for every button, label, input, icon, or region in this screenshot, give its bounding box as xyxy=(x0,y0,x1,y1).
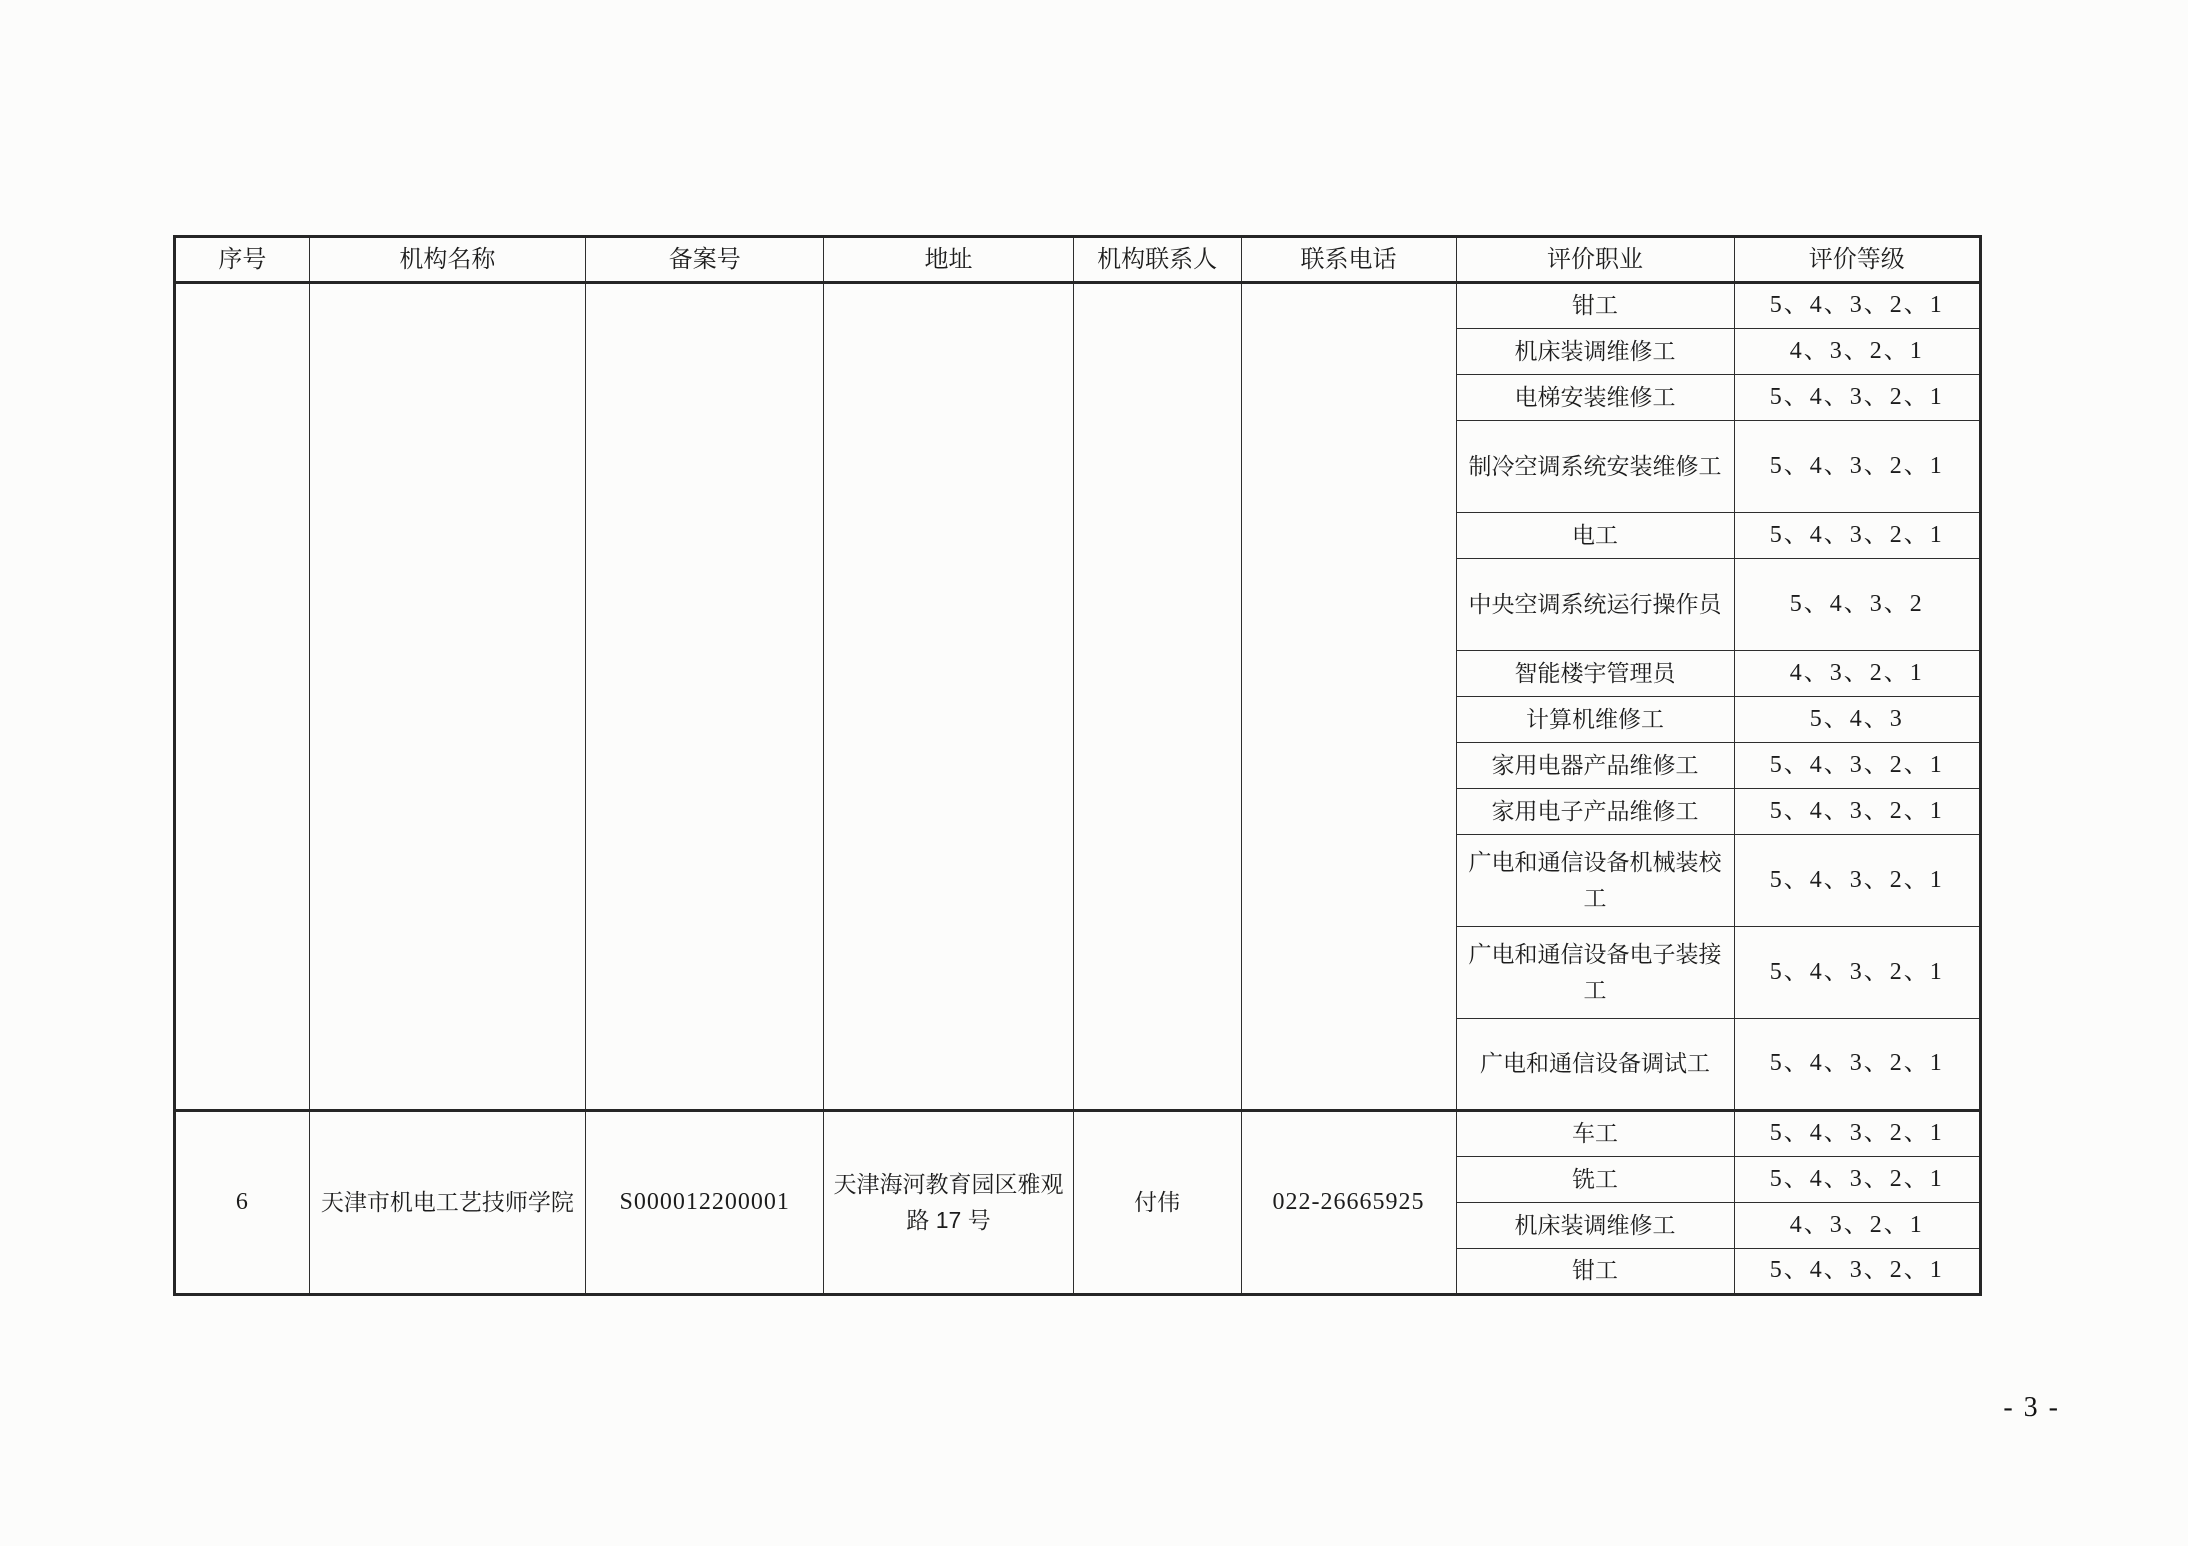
job-cell: 中央空调系统运行操作员 xyxy=(1456,559,1734,651)
header-cell-6: 评价职业 xyxy=(1456,237,1734,283)
table-body xyxy=(175,283,1981,1295)
table-row xyxy=(175,1111,1981,1157)
header-cell-1: 机构名称 xyxy=(309,237,585,283)
levels-cell: 5、4、3、2、1 xyxy=(1734,1019,1980,1111)
record-no-cell xyxy=(586,283,824,1111)
phone-cell xyxy=(1241,283,1456,1111)
job-cell: 广电和通信设备机械装校工 xyxy=(1456,835,1734,927)
levels-cell: 5、4、3、2、1 xyxy=(1734,421,1980,513)
seq-cell: 6 xyxy=(175,1111,310,1295)
address-cell: 天津海河教育园区雅观路 17 号 xyxy=(824,1111,1073,1295)
header-cell-3: 地址 xyxy=(824,237,1073,283)
record-no-cell: S000012200001 xyxy=(586,1111,824,1295)
table-row xyxy=(175,283,1981,329)
levels-cell: 5、4、3、2、1 xyxy=(1734,1157,1980,1203)
seq-cell xyxy=(175,283,310,1111)
header-cell-0: 序号 xyxy=(175,237,310,283)
job-cell: 智能楼宇管理员 xyxy=(1456,651,1734,697)
job-cell: 机床装调维修工 xyxy=(1456,1203,1734,1249)
levels-cell: 5、4、3 xyxy=(1734,697,1980,743)
levels-cell: 4、3、2、1 xyxy=(1734,329,1980,375)
contact-cell: 付伟 xyxy=(1073,1111,1241,1295)
table-header xyxy=(175,237,1981,283)
levels-cell: 5、4、3、2、1 xyxy=(1734,1249,1980,1295)
job-cell: 钳工 xyxy=(1456,1249,1734,1295)
phone-cell: 022-26665925 xyxy=(1241,1111,1456,1295)
job-cell: 电梯安装维修工 xyxy=(1456,375,1734,421)
job-cell: 电工 xyxy=(1456,513,1734,559)
job-cell: 制冷空调系统安装维修工 xyxy=(1456,421,1734,513)
levels-cell: 5、4、3、2、1 xyxy=(1734,513,1980,559)
name-cell xyxy=(309,283,585,1111)
levels-cell: 5、4、3、2 xyxy=(1734,559,1980,651)
header-cell-5: 联系电话 xyxy=(1241,237,1456,283)
levels-cell: 5、4、3、2、1 xyxy=(1734,1111,1980,1157)
levels-cell: 5、4、3、2、1 xyxy=(1734,789,1980,835)
table-header-row xyxy=(175,237,1981,283)
job-cell: 车工 xyxy=(1456,1111,1734,1157)
page-number: - 3 - xyxy=(2003,1392,2060,1423)
header-cell-7: 评价等级 xyxy=(1734,237,1980,283)
job-cell: 机床装调维修工 xyxy=(1456,329,1734,375)
job-cell: 钳工 xyxy=(1456,283,1734,329)
levels-cell: 4、3、2、1 xyxy=(1734,1203,1980,1249)
evaluation-institutions-table xyxy=(173,235,1982,1296)
name-cell: 天津市机电工艺技师学院 xyxy=(309,1111,585,1295)
job-cell: 广电和通信设备电子装接工 xyxy=(1456,927,1734,1019)
job-cell: 家用电器产品维修工 xyxy=(1456,743,1734,789)
header-cell-2: 备案号 xyxy=(586,237,824,283)
contact-cell xyxy=(1073,283,1241,1111)
job-cell: 铣工 xyxy=(1456,1157,1734,1203)
job-cell: 计算机维修工 xyxy=(1456,697,1734,743)
levels-cell: 5、4、3、2、1 xyxy=(1734,927,1980,1019)
levels-cell: 5、4、3、2、1 xyxy=(1734,283,1980,329)
job-cell: 家用电子产品维修工 xyxy=(1456,789,1734,835)
levels-cell: 5、4、3、2、1 xyxy=(1734,835,1980,927)
levels-cell: 5、4、3、2、1 xyxy=(1734,375,1980,421)
levels-cell: 5、4、3、2、1 xyxy=(1734,743,1980,789)
header-cell-4: 机构联系人 xyxy=(1073,237,1241,283)
levels-cell: 4、3、2、1 xyxy=(1734,651,1980,697)
job-cell: 广电和通信设备调试工 xyxy=(1456,1019,1734,1111)
address-cell xyxy=(824,283,1073,1111)
